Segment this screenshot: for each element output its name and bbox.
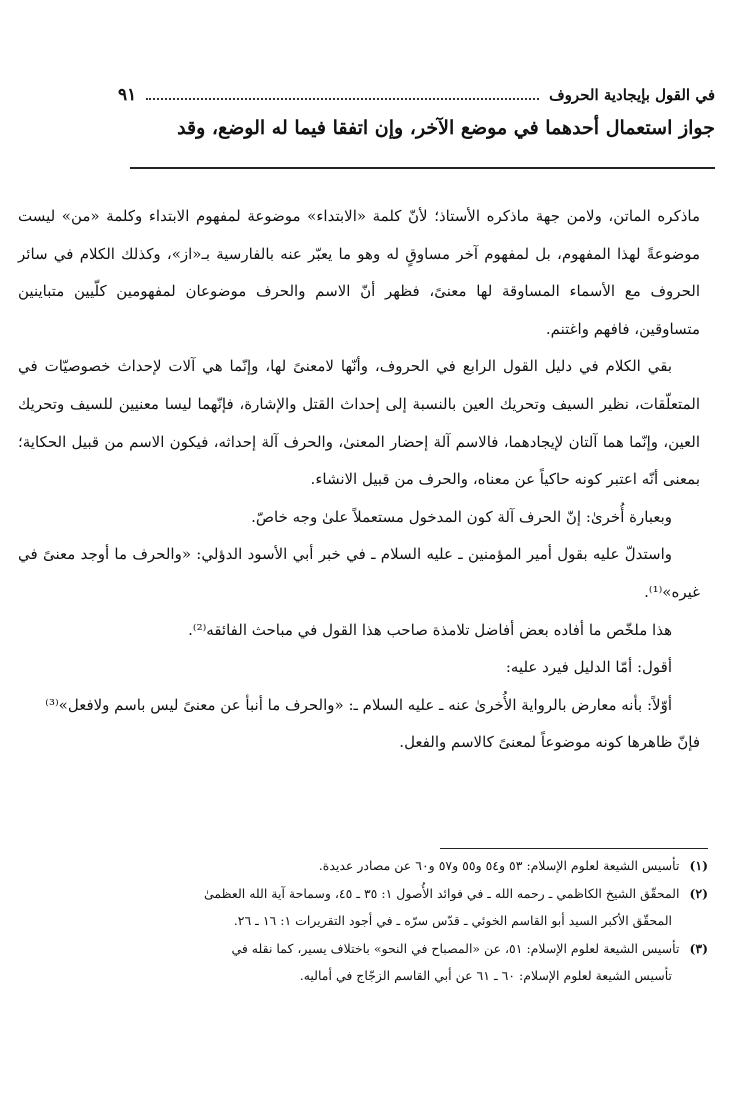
footnote-item — [20, 852, 708, 880]
footnote-divider — [440, 848, 708, 849]
paragraph: ماذكره الماتن، ولامن جهة ماذكره الأستاذ؛ لأنّ كلمة «الابتداء» موضوعة لمفهوم الابتداء وكلمة «من» ليست موضوعةً لهذا المفهوم، بل لمفهوم آخر مساوقٍ له وهو ما يعبّر عنه بالفارسية بـ«از»، وكذلك الكلام في سائر الحروف مع الأسماء المساوقة لها معنىً، فظهر أنّ الاسم والحرف موضوعان لمفهومين كلّيين متباينين متساوقين، فافهم واغتنم. — [18, 207, 700, 338]
section-divider — [130, 167, 715, 169]
footnote-text: تأسيس الشيعة لعلوم الإسلام: ٥١، عن «المصباح في النحو» باختلاف يسير، كما نقله في — [231, 940, 680, 956]
paragraph: هذا ملخّص ما أفاده بعض أفاضل تلامذة صاحب هذا القول في مباحث الفائقه⁽²⁾. — [188, 620, 672, 639]
footnote-text: تأسيس الشيعة لعلوم الإسلام: ٦٠ ـ ٦١ عن أبي القاسم الزجّاج في أماليه. — [299, 968, 672, 984]
commentary-text — [18, 198, 700, 762]
leader-dots — [146, 98, 539, 100]
footnote-item — [20, 935, 708, 963]
paragraph: وبعبارة أُخرىٰ: إنّ الحرف آلة كون المدخول مستعملاً علىٰ وجه خاصّ. — [251, 507, 672, 526]
footnote-text: المحقّق الأكبر السيد أبو القاسم الخوئي ـ قدّس سرّه ـ في أجود التقريرات ١: ١٦ ـ ٢٦. — [233, 913, 672, 929]
page-number: ٩١ — [118, 85, 137, 105]
footnote-item — [20, 880, 708, 908]
footnote-number: (٢) — [689, 885, 708, 901]
running-title: في القول بإيجادية الحروف — [549, 86, 715, 104]
paragraph: أقول: أمّا الدليل فيرد عليه: — [505, 658, 672, 677]
footnote-number: (١) — [689, 858, 708, 873]
footnote-text: المحقّق الشيخ الكاظمي ـ رحمه الله ـ في فوائد الأُصول ١: ٣٥ ـ ٤٥، وسماحة آية الله العظمىٰ — [204, 885, 680, 901]
paragraph: بقي الكلام في دليل القول الرابع في الحروف، وأنّها لامعنىً لها، وإنّما هي آلات لإحداث خصوصيّات في المتعلّقات، نظير السيف وتحريك العين بالنسبة إلى إحداث القتل والإشارة، فإنّهما ليسا معنيين للسيف وتحريك العين، وإنّما هما آلتان لإيجادهما، فالاسم آلة إحضار المعنىٰ، والحرف آلة إحداثه، فيكون الاسم من قبيل الحكاية؛ بمعنى أنّه اعتبر كونه حاكياً عن معناه، والحرف من قبيل الانشاء. — [18, 357, 700, 489]
paragraph: واستدلّ عليه بقول أمير المؤمنين ـ عليه السلام ـ في خبر أبي الأسود الدؤلي: «والحرف ما أوجد معنىً في غيره»⁽¹⁾. — [18, 545, 700, 601]
footnote-text: تأسيس الشيعة لعلوم الإسلام: ٥٣ و٥٤ و٥٥ و٥٧ و٦٠ عن مصادر عديدة. — [318, 858, 680, 873]
running-header — [118, 82, 715, 108]
footnotes — [20, 852, 708, 990]
paragraph: أوّلاً: بأنه معارض بالرواية الأُخرىٰ عنه ـ عليه السلام ـ: «والحرف ما أنبأ عن معنىً ليس باسم ولافعل»⁽³⁾ فإنّ ظاهرها كونه موضوعاً لمعنىً كالاسم والفعل. — [45, 695, 700, 752]
main-text-continuation: جواز استعمال أحدهما في موضع الآخر، وإن اتفقا فيما له الوضع، وقد — [177, 117, 715, 139]
footnote-number: (٣) — [689, 940, 708, 956]
